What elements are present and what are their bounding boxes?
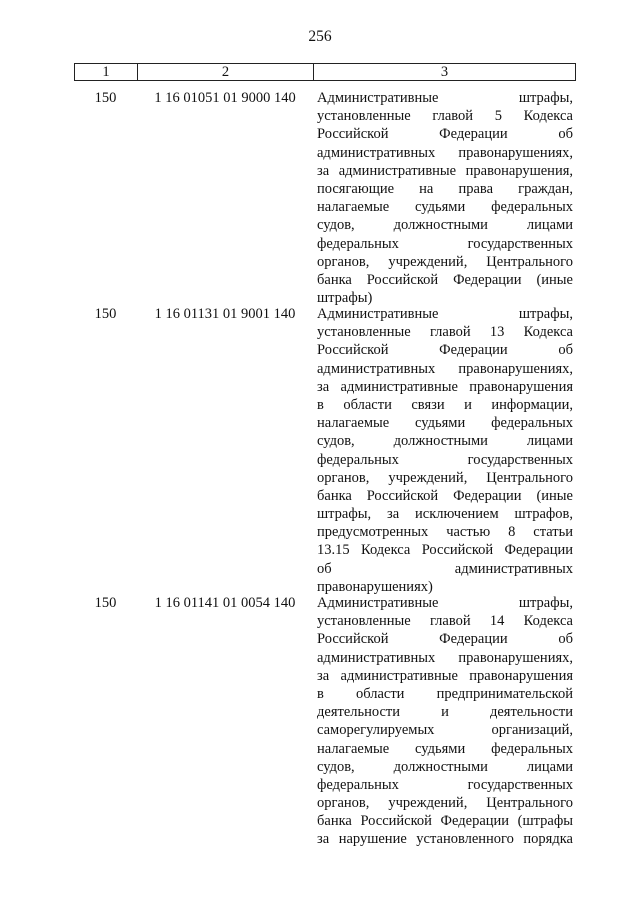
description-line: за административные правонарушения [317, 378, 573, 395]
description-line: в области предпринимательской [317, 685, 573, 702]
description-line: административных правонарушениях, [317, 649, 573, 666]
header-col-3: 3 [440, 64, 449, 80]
description-line: Российской Федерации об [317, 631, 573, 648]
description-cell [317, 594, 573, 849]
description-line: административных правонарушениях, [317, 360, 573, 377]
page-number: 256 [308, 28, 332, 45]
description-line: об административных [317, 560, 573, 577]
description-line: Российской Федерации об [317, 126, 573, 143]
description-line: за административные правонарушения [317, 667, 573, 684]
row-number-cell: 150 [94, 306, 117, 322]
row-number-cell: 150 [94, 90, 117, 106]
description-line: установленные главой 14 Кодекса [317, 613, 573, 630]
description-cell [317, 89, 573, 307]
header-col-2: 2 [138, 64, 314, 80]
description-line: правонарушениях) [317, 578, 433, 595]
description-line: налагаемые судьями федеральных [317, 199, 573, 216]
code-cell: 1 16 01051 01 9000 140 [154, 90, 296, 106]
description-line: штрафы, за исключением штрафов, [317, 506, 573, 523]
description-line: налагаемые судьями федеральных [317, 415, 573, 432]
header-col-1: 1 [75, 64, 138, 80]
description-line: Российской Федерации об [317, 342, 573, 359]
description-line: штрафы) [317, 290, 373, 307]
description-line: посягающие на права граждан, [317, 180, 573, 197]
description-line: федеральных государственных [317, 451, 573, 468]
description-line: установленные главой 5 Кодекса [317, 108, 573, 125]
description-line: банка Российской Федерации (иные [317, 487, 573, 504]
description-line: административных правонарушениях, [317, 144, 573, 161]
description-line: органов, учреждений, Центрального [317, 253, 573, 270]
description-line: федеральных государственных [317, 235, 573, 252]
row-number-cell: 150 [94, 595, 117, 611]
table-header [74, 63, 576, 81]
description-line: органов, учреждений, Центрального [317, 469, 573, 486]
description-line: налагаемые судьями федеральных [317, 740, 573, 757]
description-line: судов, должностными лицами [317, 433, 573, 450]
description-line: Административные штрафы, [317, 90, 573, 106]
description-line: в области связи и информации, [317, 396, 573, 413]
code-cell: 1 16 01141 01 0054 140 [154, 595, 296, 611]
description-line: за административные правонарушения, [317, 162, 573, 179]
description-line: саморегулируемых организаций, [317, 722, 573, 739]
description-line: предусмотренных частью 8 статьи [317, 524, 573, 541]
description-line: установленные главой 13 Кодекса [317, 324, 573, 341]
description-line: Административные штрафы, [317, 595, 573, 611]
description-line: деятельности и деятельности [317, 704, 573, 721]
code-cell: 1 16 01131 01 9001 140 [154, 306, 296, 322]
description-line: за нарушение установленного порядка [317, 831, 573, 848]
description-line: федеральных государственных [317, 776, 573, 793]
description-line: судов, должностными лицами [317, 217, 573, 234]
description-cell [317, 305, 573, 596]
description-line: Административные штрафы, [317, 306, 573, 322]
description-line: судов, должностными лицами [317, 758, 573, 775]
description-line: банка Российской Федерации (иные [317, 271, 573, 288]
description-line: органов, учреждений, Центрального [317, 795, 573, 812]
description-line: банка Российской Федерации (штрафы [317, 813, 573, 830]
description-line: 13.15 Кодекса Российской Федерации [317, 542, 573, 559]
